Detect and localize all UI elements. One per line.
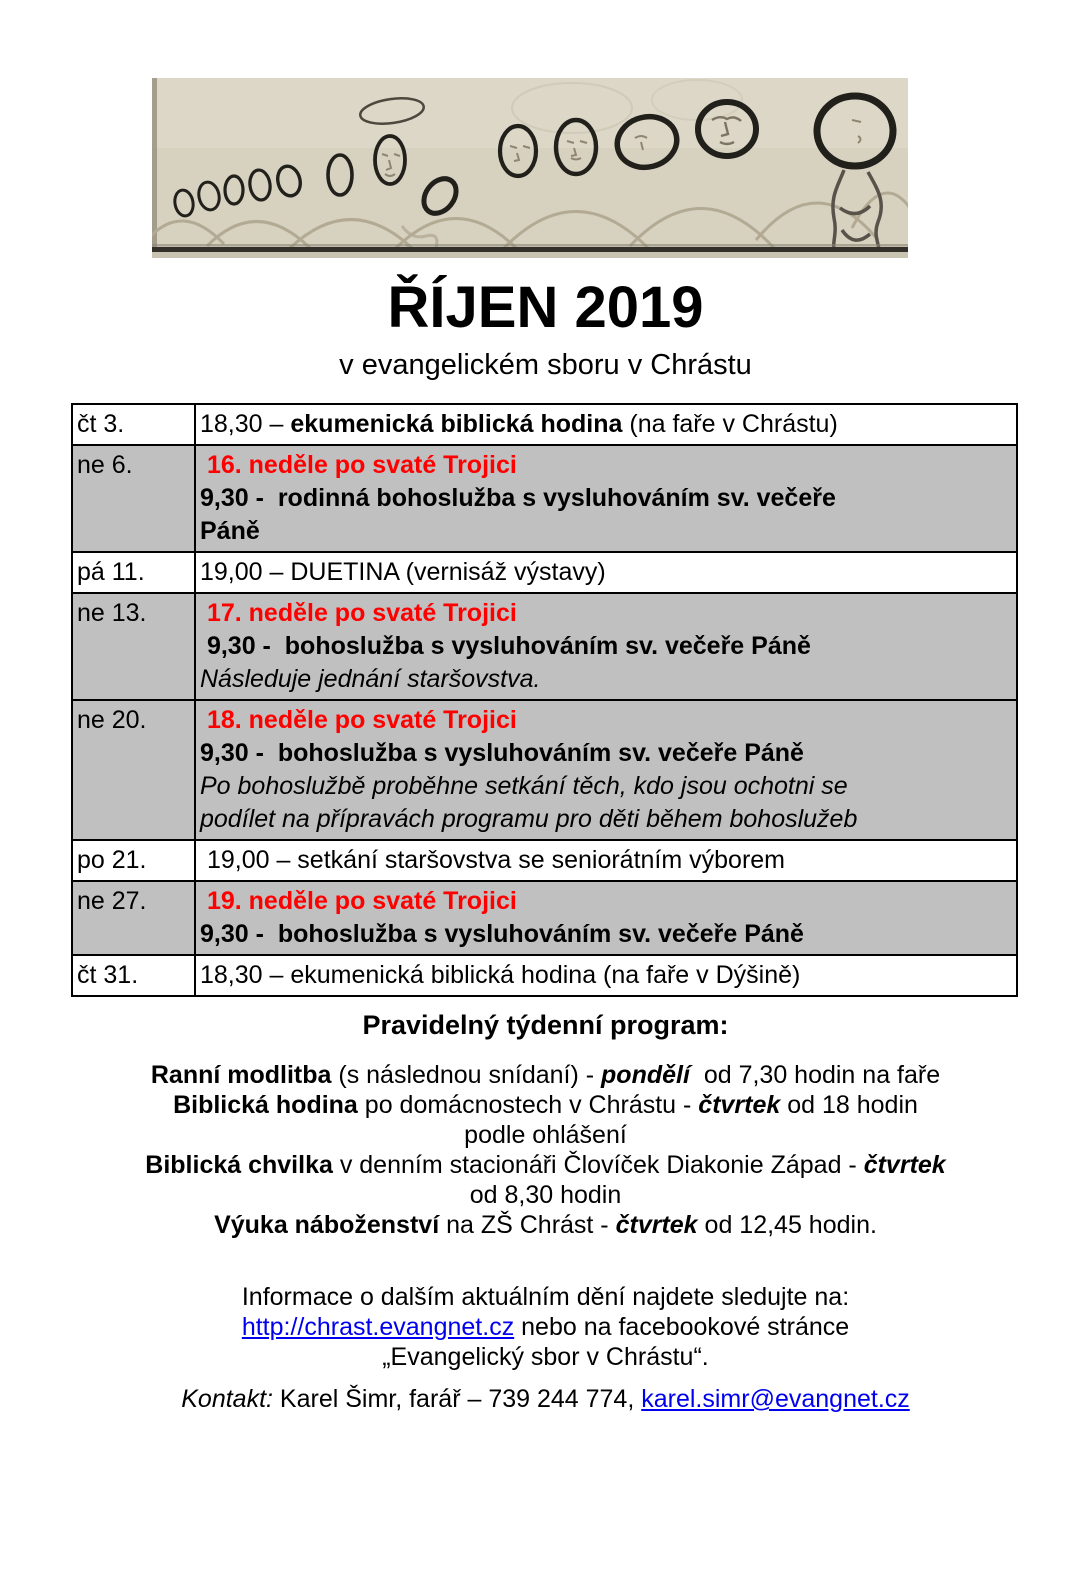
event-content-cell	[195, 552, 1017, 593]
event-content-cell	[195, 840, 1017, 881]
text-line	[0, 1180, 1091, 1210]
text-segment: Páně	[200, 517, 260, 545]
text-segment: Kontakt:	[181, 1385, 273, 1413]
text-line	[200, 885, 1012, 918]
event-date-cell: ne 13.	[72, 593, 195, 700]
event-date-cell: čt 3.	[72, 404, 195, 445]
text-line	[200, 844, 1012, 877]
text-segment: podle ohlášení	[464, 1121, 627, 1149]
text-line	[0, 1342, 1091, 1372]
text-segment: 17. neděle po svaté Trojici	[200, 599, 517, 627]
table-row	[72, 552, 1017, 593]
text-segment: 16. neděle po svaté Trojici	[200, 451, 517, 479]
table-row	[72, 700, 1017, 840]
text-segment: 18,30 –	[200, 410, 291, 438]
header-sketch-image	[152, 78, 908, 258]
text-line	[0, 1060, 1091, 1090]
text-segment: Následuje jednání staršovstva.	[200, 665, 541, 693]
table-row	[72, 593, 1017, 700]
text-segment: Ranní modlitba	[150, 1061, 332, 1089]
event-date-cell: ne 6.	[72, 445, 195, 552]
text-line	[200, 597, 1012, 630]
text-segment: v denním stacionáři Človíček Diakonie Západ -	[332, 1151, 864, 1179]
text-line	[0, 1090, 1091, 1120]
text-line	[200, 959, 1012, 992]
table-row	[72, 445, 1017, 552]
table-row	[72, 840, 1017, 881]
text-segment: Biblická hodina	[173, 1091, 358, 1119]
text-segment: čtvrtek	[615, 1211, 698, 1239]
event-content-cell	[195, 593, 1017, 700]
text-line	[200, 408, 1012, 441]
text-line	[0, 1210, 1091, 1240]
table-row	[72, 955, 1017, 996]
text-line	[200, 704, 1012, 737]
event-content-cell	[195, 404, 1017, 445]
weekly-program	[0, 1060, 1091, 1240]
text-segment: nebo na facebookové stránce	[514, 1313, 850, 1341]
event-content-cell	[195, 445, 1017, 552]
text-segment: 9,30 - rodinná bohoslužba s vysluhováním sv. večeře	[200, 484, 836, 512]
text-line	[200, 918, 1012, 951]
text-segment: po domácnostech v Chrástu -	[357, 1091, 699, 1119]
text-segment: Karel Šimr, farář – 739 244 774,	[272, 1385, 642, 1413]
text-segment: od 12,45 hodin.	[697, 1211, 877, 1239]
text-line	[200, 663, 1012, 696]
text-segment: 19,00 – DUETINA (vernisáž výstavy)	[200, 558, 606, 586]
text-segment: čtvrtek	[698, 1091, 781, 1119]
text-segment: Po bohoslužbě proběhne setkání těch, kdo jsou ochotni se	[200, 772, 848, 800]
text-segment: Biblická chvilka	[145, 1151, 333, 1179]
event-date-cell: čt 31.	[72, 955, 195, 996]
weekly-program-heading: Pravidelný týdenní program:	[362, 1010, 729, 1040]
text-segment: 9,30 - bohoslužba s vysluhováním sv. večeře Páně	[200, 739, 804, 767]
text-segment: od 18 hodin	[780, 1091, 918, 1119]
text-line	[200, 556, 1012, 589]
text-line	[200, 482, 1012, 515]
text-line	[200, 803, 1012, 836]
text-line	[200, 770, 1012, 803]
page-title: ŘÍJEN 2019	[387, 275, 704, 340]
text-segment: 18. neděle po svaté Trojici	[200, 706, 517, 734]
text-line	[0, 1150, 1091, 1180]
text-segment: „Evangelický sbor v Chrástu“.	[382, 1343, 709, 1371]
event-date-cell: pá 11.	[72, 552, 195, 593]
text-line	[200, 737, 1012, 770]
text-segment: (na faře v Chrástu)	[622, 410, 838, 438]
events-table-body	[72, 404, 1017, 996]
text-line	[200, 515, 1012, 548]
text-segment: od 8,30 hodin	[469, 1181, 622, 1209]
text-line	[200, 449, 1012, 482]
text-segment: čtvrtek	[863, 1151, 946, 1179]
events-table	[71, 403, 1018, 997]
event-content-cell	[195, 700, 1017, 840]
hyperlink[interactable]: karel.simr@evangnet.cz	[641, 1385, 910, 1413]
text-line	[200, 630, 1012, 663]
event-date-cell: ne 20.	[72, 700, 195, 840]
text-line	[0, 1384, 1091, 1414]
text-segment: 19. neděle po svaté Trojici	[200, 887, 517, 915]
table-row	[72, 404, 1017, 445]
text-segment: podílet na přípravách programu pro děti během bohoslužeb	[200, 805, 858, 833]
text-segment: od 7,30 hodin na faře	[689, 1061, 941, 1089]
congregation-sketch-svg	[152, 78, 908, 258]
text-line	[0, 1120, 1091, 1150]
event-date-cell: ne 27.	[72, 881, 195, 955]
text-line	[0, 1312, 1091, 1342]
text-segment: ekumenická biblická hodina	[290, 410, 623, 438]
text-segment: 9,30 - bohoslužba s vysluhováním sv. večeře Páně	[200, 920, 804, 948]
text-segment: Výuka náboženství	[214, 1211, 440, 1239]
event-date-cell: po 21.	[72, 840, 195, 881]
event-content-cell	[195, 955, 1017, 996]
contact-line	[0, 1384, 1091, 1414]
event-content-cell	[195, 881, 1017, 955]
hyperlink[interactable]: http://chrast.evangnet.cz	[241, 1313, 515, 1341]
text-segment: 9,30 - bohoslužba s vysluhováním sv. večeře Páně	[200, 632, 811, 660]
info-block	[0, 1282, 1091, 1372]
text-line	[0, 1282, 1091, 1312]
text-segment: (s následnou snídaní) -	[331, 1061, 602, 1089]
text-segment: 19,00 – setkání staršovstva se seniorátním výborem	[200, 846, 786, 874]
page-subtitle: v evangelickém sboru v Chrástu	[339, 349, 752, 381]
text-segment: pondělí	[601, 1061, 690, 1089]
text-segment: 18,30 – ekumenická biblická hodina (na faře v Dýšině)	[200, 961, 801, 989]
text-segment: Informace o dalším aktuálním dění najdete sledujte na:	[241, 1283, 850, 1311]
table-row	[72, 881, 1017, 955]
text-segment: na ZŠ Chrást -	[439, 1211, 616, 1239]
